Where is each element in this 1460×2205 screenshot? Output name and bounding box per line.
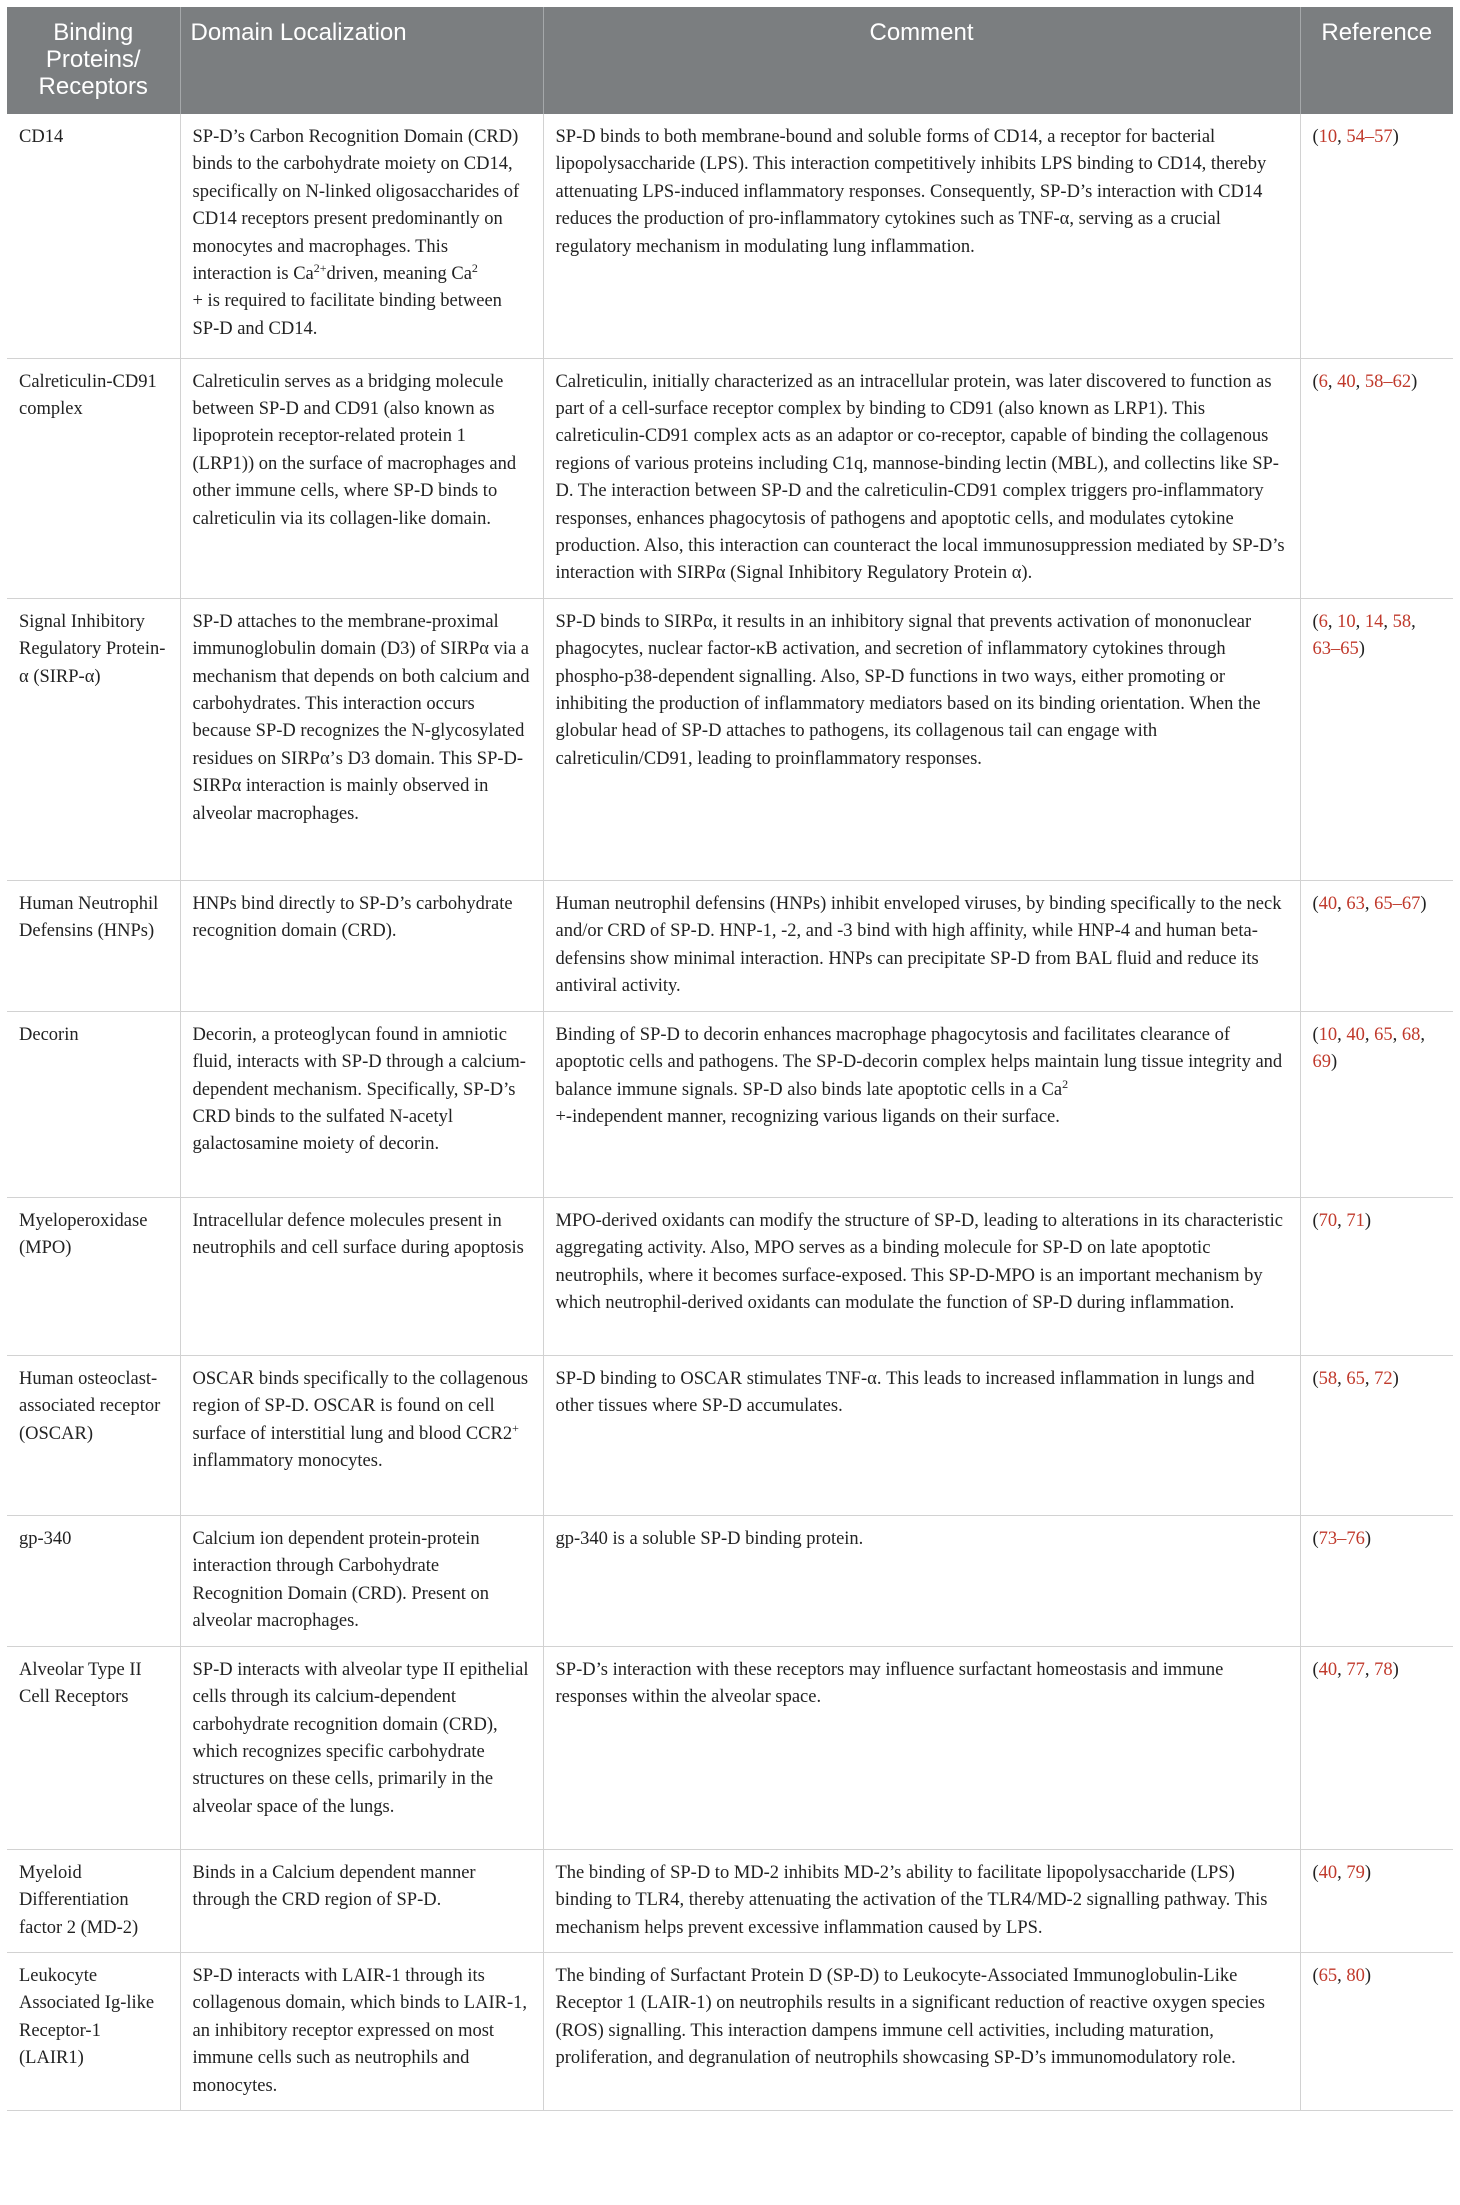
- cell-reference: (40, 63, 65–67): [1300, 880, 1453, 1011]
- cell-domain: Intracellular defence molecules present in neutrophils and cell surface during apoptosis: [180, 1197, 543, 1355]
- cell-reference: (40, 79): [1300, 1849, 1453, 1952]
- table-row: [7, 1646, 1453, 1849]
- header-row: [7, 7, 1453, 114]
- cell-name: Decorin: [7, 1011, 180, 1197]
- reference-link[interactable]: 58–62: [1364, 371, 1412, 392]
- cell-domain: Binds in a Calcium dependent manner through the CRD region of SP-D.: [180, 1849, 543, 1952]
- cell-name: Leukocyte Associated Ig-like Receptor-1 (LAIR1): [7, 1952, 180, 2110]
- domain-text: driven, meaning Ca: [326, 264, 472, 285]
- cell-domain: [180, 1355, 543, 1515]
- table-row: [7, 1849, 1453, 1952]
- reference-link[interactable]: 10: [1318, 127, 1338, 147]
- cell-comment: Human neutrophil defensins (HNPs) inhibit enveloped viruses, by binding specifically to the neck and/or CRD of SP-D. HNP-1, -2, and -3 bind with high affinity, while HNP-4 and human beta-defensins show minimal interaction. HNPs can precipitate SP-D from BAL fluid and reduce its antiviral activity.: [543, 880, 1300, 1011]
- reference-link[interactable]: 40: [1346, 1024, 1365, 1045]
- header-reference: Reference: [1300, 7, 1453, 114]
- cell-reference: (6, 10, 14, 58, 63–65): [1300, 598, 1453, 880]
- reference-link[interactable]: 63–65: [1312, 639, 1359, 660]
- cell-reference: (10, 40, 65, 68, 69): [1300, 1011, 1453, 1197]
- table-container: [7, 7, 1453, 2111]
- reference-link[interactable]: 79: [1346, 1862, 1365, 1883]
- reference-link[interactable]: 58: [1392, 611, 1412, 632]
- superscript: 2+: [313, 260, 327, 275]
- reference-link[interactable]: 40: [1318, 1862, 1338, 1883]
- reference-link[interactable]: 71: [1346, 1210, 1365, 1231]
- reference-link[interactable]: 54–57: [1346, 127, 1393, 147]
- cell-reference: (58, 65, 72): [1300, 1355, 1453, 1515]
- superscript: 2: [471, 260, 478, 275]
- reference-link[interactable]: 63: [1346, 893, 1365, 914]
- cell-comment: MPO-derived oxidants can modify the structure of SP-D, leading to alterations in its characteristic aggregating activity. Also, MPO serves as a binding molecule for SP-D on late apoptotic neutrophils, where it becomes surface-exposed. This SP-D-MPO is an important mechanism by which neutrophil-derived oxidants can modulate the function of SP-D during inflammation.: [543, 1197, 1300, 1355]
- cell-name: Myeloperoxidase (MPO): [7, 1197, 180, 1355]
- reference-link[interactable]: 40: [1318, 893, 1338, 914]
- comment-text: Binding of SP-D to decorin enhances macrophage phagocytosis and facilitates clearance of apoptotic cells and pathogens. The SP-D-decorin complex helps maintain lung tissue integrity and balance immune signals. SP-D also binds late apoptotic cells in a Ca: [555, 1024, 1283, 1100]
- table-header: [7, 7, 1453, 114]
- superscript: +: [512, 1420, 519, 1435]
- reference-link[interactable]: 65: [1318, 1965, 1338, 1986]
- cell-domain: Decorin, a proteoglycan found in amniotic fluid, interacts with SP-D through a calcium-dependent mechanism. Specifically, SP-D’s CRD binds to the sulfated N-acetyl galactosamine moiety of decorin.: [180, 1011, 543, 1197]
- cell-name: Signal Inhibitory Regulatory Protein-α (SIRP-α): [7, 598, 180, 880]
- binding-proteins-table: [7, 7, 1453, 2111]
- table-row: [7, 880, 1453, 1011]
- reference-link[interactable]: 72: [1374, 1368, 1393, 1389]
- reference-link[interactable]: 40: [1318, 1659, 1338, 1680]
- cell-comment: Calreticulin, initially characterized as an intracellular protein, was later discovered to function as part of a cell-surface receptor complex by binding to CD91 (also known as LRP1). This calreticulin-CD91 complex acts as an adaptor or co-receptor, capable of binding the collagenous regions of various proteins including C1q, mannose-binding lectin (MBL), and collectins like SP-D. The interaction between SP-D and the calreticulin-CD91 complex triggers pro-inflammatory responses, enhances phagocytosis of pathogens and apoptotic cells, and modulates cytokine production. Also, this interaction can counteract the local immunosuppression mediated by SP-D’s interaction with SIRPα (Signal Inhibitory Regulatory Protein α).: [543, 358, 1300, 598]
- cell-comment: SP-D binds to both membrane-bound and soluble forms of CD14, a receptor for bacterial lipopolysaccharide (LPS). This interaction competitively inhibits LPS binding to CD14, thereby attenuating LPS-induced inflammatory responses. Consequently, SP-D’s interaction with CD14 reduces the production of pro-inflammatory cytokines such as TNF-α, serving as a crucial regulatory mechanism in modulating lung inflammation.: [543, 114, 1300, 358]
- header-comment: Comment: [543, 7, 1300, 114]
- reference-link[interactable]: 70: [1318, 1210, 1338, 1231]
- table-row: [7, 1011, 1453, 1197]
- comment-text: +-independent manner, recognizing various ligands on their surface.: [555, 1106, 1060, 1127]
- cell-comment: gp-340 is a soluble SP-D binding protein.: [543, 1515, 1300, 1646]
- table-row: [7, 1197, 1453, 1355]
- cell-domain: SP-D interacts with LAIR-1 through its collagenous domain, which binds to LAIR-1, an inhibitory receptor expressed on most immune cells such as neutrophils and monocytes.: [180, 1952, 543, 2110]
- reference-link[interactable]: 77: [1346, 1659, 1365, 1680]
- cell-reference: (6, 40, 58–62): [1300, 358, 1453, 598]
- superscript: 2: [1062, 1076, 1069, 1091]
- cell-reference: (40, 77, 78): [1300, 1646, 1453, 1849]
- table-row: [7, 1515, 1453, 1646]
- table-row: [7, 598, 1453, 880]
- table-row: [7, 1952, 1453, 2110]
- cell-domain: SP-D attaches to the membrane-proximal immunoglobulin domain (D3) of SIRPα via a mechanism that depends on both calcium and carbohydrates. This interaction occurs because SP-D recognizes the N-glycosylated residues on SIRPα’s D3 domain. This SP-D-SIRPα interaction is mainly observed in alveolar macrophages.: [180, 598, 543, 880]
- cell-domain: SP-D interacts with alveolar type II epithelial cells through its calcium-dependent carbohydrate recognition domain (CRD), which recognizes specific carbohydrate structures on these cells, primarily in the alveolar space of the lungs.: [180, 1646, 543, 1849]
- cell-domain: Calreticulin serves as a bridging molecule between SP-D and CD91 (also known as lipoprotein receptor-related protein 1 (LRP1)) on the surface of macrophages and other immune cells, where SP-D binds to calreticulin via its collagen-like domain.: [180, 358, 543, 598]
- cell-comment: SP-D binding to OSCAR stimulates TNF-α. This leads to increased inflammation in lungs and other tissues where SP-D accumulates.: [543, 1355, 1300, 1515]
- cell-reference: (65, 80): [1300, 1952, 1453, 2110]
- reference-link[interactable]: 68: [1401, 1024, 1421, 1045]
- reference-link[interactable]: 65: [1374, 1024, 1393, 1045]
- reference-link[interactable]: 65–67: [1374, 893, 1421, 914]
- reference-link[interactable]: 10: [1337, 611, 1356, 632]
- cell-name: CD14: [7, 114, 180, 358]
- cell-comment: SP-D binds to SIRPα, it results in an inhibitory signal that prevents activation of mononuclear phagocytes, nuclear factor-κB activation, and secretion of inflammatory cytokines through phospho-p38-dependent signalling. Also, SP-D functions in two ways, either promoting or inhibiting the production of inflammatory mediators based on its binding orientation. When the globular head of SP-D attaches to pathogens, its collagenous tail can engage with calreticulin/CD91, leading to proinflammatory responses.: [543, 598, 1300, 880]
- domain-text: + is required to facilitate binding between SP-D and CD14.: [192, 291, 502, 339]
- table-body: [7, 114, 1453, 2111]
- cell-name: Alveolar Type II Cell Receptors: [7, 1646, 180, 1849]
- reference-link[interactable]: 69: [1312, 1052, 1331, 1073]
- reference-link[interactable]: 10: [1318, 1024, 1338, 1045]
- reference-link[interactable]: 80: [1346, 1965, 1365, 1986]
- cell-reference: (73–76): [1300, 1515, 1453, 1646]
- reference-link[interactable]: 6: [1318, 611, 1328, 632]
- domain-text: OSCAR binds specifically to the collagenous region of SP-D. OSCAR is found on cell surface of interstitial lung and blood CCR2: [192, 1368, 529, 1444]
- reference-link[interactable]: 65: [1346, 1368, 1365, 1389]
- cell-domain: HNPs bind directly to SP-D’s carbohydrate recognition domain (CRD).: [180, 880, 543, 1011]
- reference-link[interactable]: 73–76: [1318, 1528, 1365, 1549]
- reference-link[interactable]: 78: [1374, 1659, 1393, 1680]
- cell-comment: [543, 1011, 1300, 1197]
- cell-name: Calreticulin-CD91 complex: [7, 358, 180, 598]
- reference-link[interactable]: 58: [1318, 1368, 1338, 1389]
- cell-domain: Calcium ion dependent protein-protein interaction through Carbohydrate Recognition Domain (CRD). Present on alveolar macrophages.: [180, 1515, 543, 1646]
- cell-comment: The binding of Surfactant Protein D (SP-D) to Leukocyte-Associated Immunoglobulin-Like Receptor 1 (LAIR-1) on neutrophils results in a significant reduction of reactive oxygen species (ROS) signalling. This interaction dampens immune cell activities, including maturation, proliferation, and degranulation of neutrophils showcasing SP-D’s immunomodulatory role.: [543, 1952, 1300, 2110]
- cell-comment: SP-D’s interaction with these receptors may influence surfactant homeostasis and immune responses within the alveolar space.: [543, 1646, 1300, 1849]
- cell-comment: The binding of SP-D to MD-2 inhibits MD-2’s ability to facilitate lipopolysaccharide (LPS) binding to TLR4, thereby attenuating the activation of the TLR4/MD-2 signalling pathway. This mechanism helps prevent excessive inflammation caused by LPS.: [543, 1849, 1300, 1952]
- cell-domain: [180, 114, 543, 358]
- cell-name: Human Neutrophil Defensins (HNPs): [7, 880, 180, 1011]
- reference-link[interactable]: 40: [1337, 371, 1356, 392]
- table-row: [7, 358, 1453, 598]
- cell-name: Myeloid Differentiation factor 2 (MD-2): [7, 1849, 180, 1952]
- table-row: [7, 114, 1453, 358]
- domain-text: inflammatory monocytes.: [192, 1450, 383, 1471]
- header-binding-proteins: Binding Proteins/ Receptors: [7, 7, 180, 114]
- table-row: [7, 1355, 1453, 1515]
- cell-reference: (10, 54–57): [1300, 114, 1453, 358]
- cell-reference: (70, 71): [1300, 1197, 1453, 1355]
- reference-link[interactable]: 14: [1364, 611, 1384, 632]
- cell-name: gp-340: [7, 1515, 180, 1646]
- header-domain-localization: Domain Localization: [180, 7, 543, 114]
- domain-text: SP-D’s Carbon Recognition Domain (CRD) binds to the carbohydrate moiety on CD14, specifically on N-linked oligosaccharides of CD14 receptors present predominantly on monocytes and macrophages. This interaction is Ca: [192, 127, 520, 285]
- cell-name: Human osteoclast-associated receptor (OSCAR): [7, 1355, 180, 1515]
- reference-link[interactable]: 6: [1318, 371, 1328, 392]
